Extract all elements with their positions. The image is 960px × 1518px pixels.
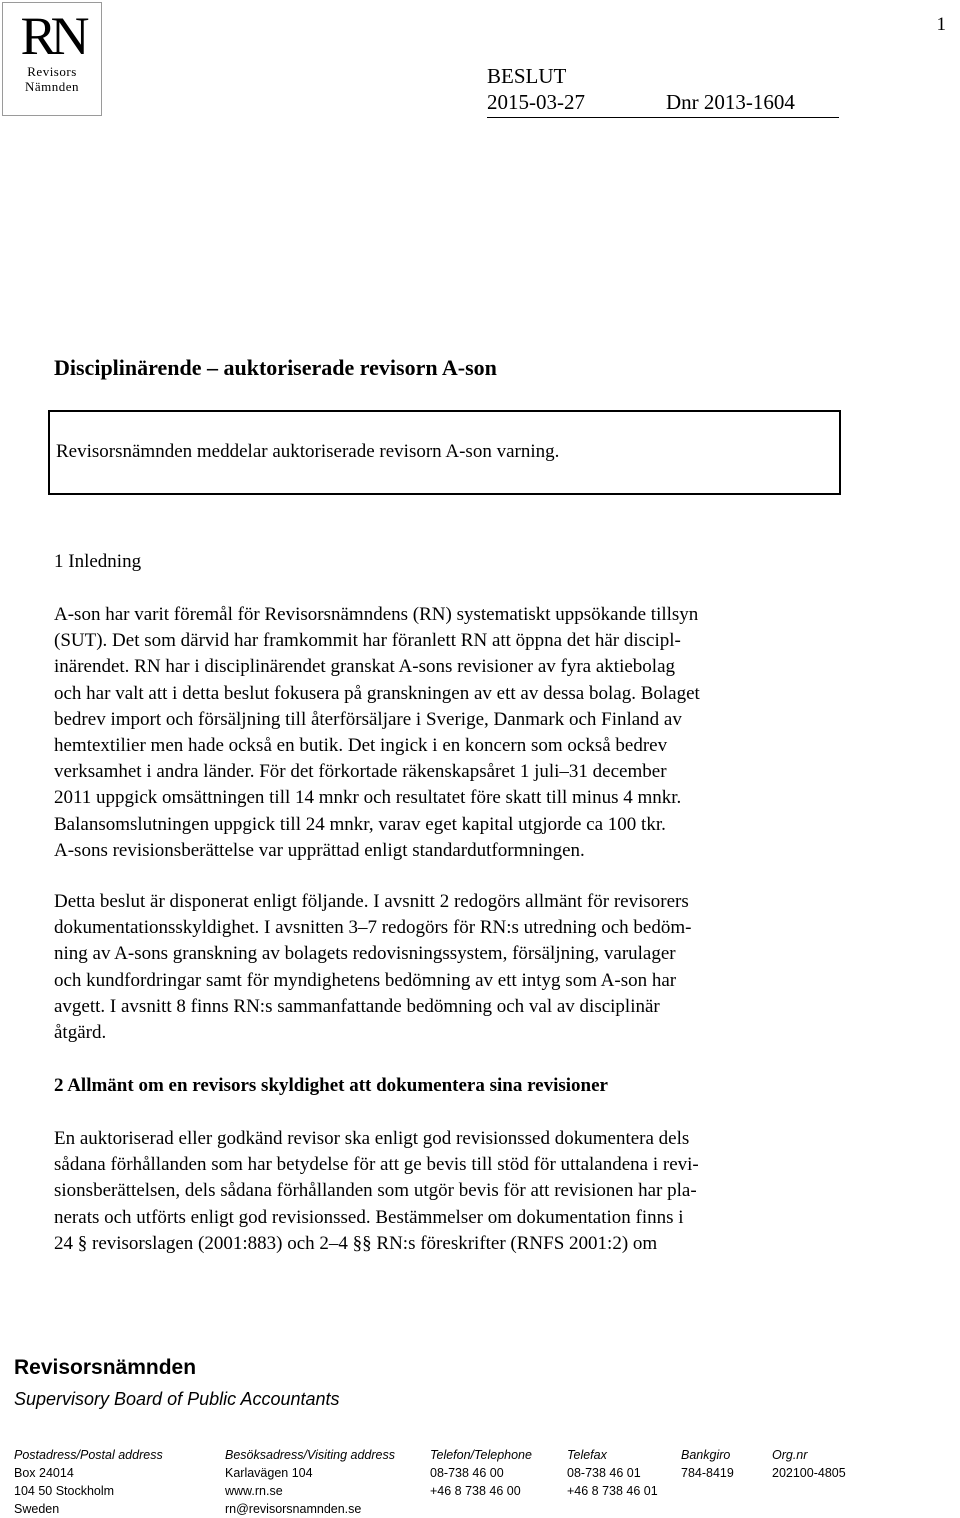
footer-org-name: Revisorsnämnden xyxy=(14,1356,197,1379)
logo-word-namnden: Nämnden xyxy=(24,79,80,94)
footer-column-heading: Telefon/Telephone xyxy=(430,1448,532,1462)
text-line: sionsberättelsen, dels sådana förhållanden som utgör bevis för att revisionen har pla- xyxy=(54,1180,697,1202)
text-line: nerats och utförts enligt god revisionssed. Bestämmelser om dokumentation finns i xyxy=(54,1206,684,1228)
text-line: verksamhet i andra länder. För det förkortade räkenskapsåret 1 juli–31 december xyxy=(54,761,667,783)
text-line: avgett. I avsnitt 8 finns RN:s sammanfattande bedömning och val av disciplinär xyxy=(54,995,660,1017)
summary-box xyxy=(48,410,841,495)
revisorsnamnden-logo xyxy=(2,2,102,116)
footer-line: 08-738 46 01 xyxy=(567,1466,641,1480)
footer-line: +46 8 738 46 00 xyxy=(430,1484,521,1498)
footer-org-name-english: Supervisory Board of Public Accountants xyxy=(14,1389,340,1409)
text-line: bedrev import och försäljning till återförsäljare i Sverige, Danmark och Finland av xyxy=(54,708,682,730)
footer-telefax xyxy=(567,1446,658,1500)
footer-column-heading: Org.nr xyxy=(772,1448,808,1462)
footer-line: 104 50 Stockholm xyxy=(14,1484,115,1498)
footer-line: Karlavägen 104 xyxy=(225,1466,313,1480)
footer-line: 08-738 46 00 xyxy=(430,1466,504,1480)
text-line: och har valt att i detta beslut fokusera på granskningen av ett av dessa bolag. Bolaget xyxy=(54,682,700,704)
section-1-paragraph-2 xyxy=(54,889,814,1046)
text-line: (SUT). Det som därvid har framkommit har föranlett RN att öppna det här discipl- xyxy=(54,630,681,652)
footer-bankgiro xyxy=(681,1446,734,1482)
text-line: 24 § revisorslagen (2001:883) och 2–4 §§ RN:s föreskrifter (RNFS 2001:2) om xyxy=(54,1232,658,1254)
footer-telephone xyxy=(430,1446,532,1500)
page-number: 1 xyxy=(936,14,946,35)
footer-line: 202100-4805 xyxy=(772,1466,846,1480)
header-rule xyxy=(487,117,839,118)
footer-column-heading: Bankgiro xyxy=(681,1448,731,1462)
footer-org-number xyxy=(772,1446,846,1482)
text-line: åtgärd. xyxy=(54,1022,107,1044)
text-line: hemtextilier men hade också en butik. Det ingick i en koncern som också bedrev xyxy=(54,735,668,757)
footer-column-heading: Postadress/Postal address xyxy=(14,1448,163,1462)
summary-text: Revisorsnämnden meddelar auktoriserade revisorn A-son varning. xyxy=(56,441,560,462)
text-line: 2011 uppgick omsättningen till 14 mnkr och resultatet före skatt till minus 4 mnkr. xyxy=(54,787,682,809)
decision-date: 2015-03-27 xyxy=(487,90,585,114)
text-line: ning av A-sons granskning av bolagets redovisningssystem, försäljning, varulager xyxy=(54,943,676,965)
text-line: En auktoriserad eller godkänd revisor ska enligt god revisionssed dokumentera dels xyxy=(54,1128,690,1149)
document-type: BESLUT xyxy=(487,64,567,88)
footer-line: Box 24014 xyxy=(14,1466,74,1480)
logo-word-revisors: Revisors xyxy=(27,64,77,79)
footer-website-link[interactable]: www.rn.se xyxy=(225,1484,283,1498)
text-line: och kundfordringar samt för myndighetens bedömning av ett intyg som A-son har xyxy=(54,969,677,991)
footer-line: +46 8 738 46 01 xyxy=(567,1484,658,1498)
text-line: inärendet. RN har i disciplinärendet granskat A-sons revisioner av fyra aktiebolag xyxy=(54,656,675,678)
footer-line: 784-8419 xyxy=(681,1466,734,1480)
text-line: Balansomslutningen uppgick till 24 mnkr, varav eget kapital utgjorde ca 100 tkr. xyxy=(54,813,666,835)
main-heading: Disciplinärende – auktoriserade revisorn A-son xyxy=(54,355,497,380)
text-line: Detta beslut är disponerat enligt följande. I avsnitt 2 redogörs allmänt för revisorers xyxy=(54,891,689,912)
footer-visiting-address xyxy=(225,1446,395,1518)
section-2-heading: 2 Allmänt om en revisors skyldighet att dokumentera sina revisioner xyxy=(54,1075,608,1096)
footer-email-link[interactable]: rn@revisorsnamnden.se xyxy=(225,1502,362,1516)
footer-line: Sweden xyxy=(14,1502,60,1516)
section-1-heading: 1 Inledning xyxy=(54,551,142,572)
footer-column-heading: Besöksadress/Visiting address xyxy=(225,1448,395,1462)
section-1-paragraph-1 xyxy=(54,602,814,864)
section-2-paragraph-1 xyxy=(54,1126,814,1257)
logo-monogram: RN xyxy=(20,6,84,66)
text-line: dokumentationsskyldighet. I avsnitten 3–7 redogörs för RN:s utredning och bedöm- xyxy=(54,917,692,939)
case-number: Dnr 2013-1604 xyxy=(666,90,795,114)
text-line: A-son har varit föremål för Revisorsnämndens (RN) systematiskt uppsökande tillsyn xyxy=(54,604,699,625)
text-line: A-sons revisionsberättelse var upprättad enligt standardutformningen. xyxy=(54,839,585,861)
footer-column-heading: Telefax xyxy=(567,1448,607,1462)
footer-postal-address xyxy=(14,1446,163,1518)
text-line: sådana förhållanden som har betydelse för att ge bevis till stöd för uttalandena i revi- xyxy=(54,1154,699,1176)
